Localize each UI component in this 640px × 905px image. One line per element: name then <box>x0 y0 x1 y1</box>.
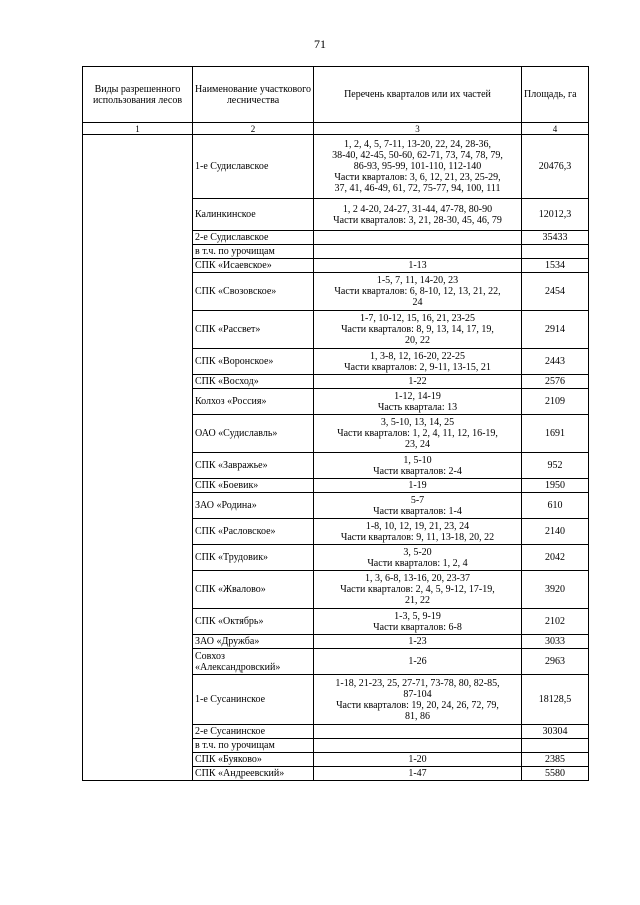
forestry-name-cell: ЗАО «Дружба» <box>193 635 314 649</box>
quarters-line: 37, 41, 46-49, 61, 72, 75-77, 94, 100, 111 <box>334 183 501 194</box>
forestry-name-cell: СПК «Октябрь» <box>193 609 314 635</box>
quarters-line: 86-93, 95-99, 101-110, 112-140 <box>353 161 482 172</box>
forestry-name-cell: СПК «Боевик» <box>193 479 314 493</box>
forestry-name-cell: СПК «Расловское» <box>193 519 314 545</box>
quarters-cell <box>314 273 522 311</box>
quarters-cell <box>314 725 522 739</box>
column-number: 3 <box>314 123 522 135</box>
quarters-cell <box>314 571 522 609</box>
quarters-cell <box>314 389 522 415</box>
quarters-line: 1-19 <box>408 480 427 491</box>
quarters-line: 87-104 <box>403 688 432 700</box>
column-number: 4 <box>522 123 589 135</box>
forestry-name-cell: 2-е Сусанинское <box>193 725 314 739</box>
use-type-cell <box>83 135 193 781</box>
quarters-cell <box>314 231 522 245</box>
quarters-line: Части кварталов: 6-8 <box>373 621 462 633</box>
quarters-cell <box>314 739 522 753</box>
quarters-line: 1, 5-10 <box>403 454 432 466</box>
quarters-line: 3, 5-10, 13, 14, 25 <box>380 417 455 428</box>
area-cell: 2443 <box>522 349 589 375</box>
forestry-name-cell: СПК «Завражье» <box>193 453 314 479</box>
forestry-name-cell: ЗАО «Родина» <box>193 493 314 519</box>
forestry-name-cell: Совхоз «Александровский» <box>193 649 314 675</box>
forestry-name-cell: СПК «Рассвет» <box>193 311 314 349</box>
quarters-line: 1-20 <box>408 754 427 765</box>
area-cell: 1691 <box>522 415 589 453</box>
quarters-cell <box>314 635 522 649</box>
quarters-line: 1-23 <box>408 636 427 647</box>
quarters-line: 1, 3, 6-8, 13-16, 20, 23-37 <box>365 573 470 584</box>
forestry-name-cell: 1-е Судиславское <box>193 135 314 199</box>
table-row <box>83 135 589 199</box>
area-cell: 2914 <box>522 311 589 349</box>
quarters-line: Части кварталов: 6, 8-10, 12, 13, 21, 22, <box>334 286 501 297</box>
quarters-line: 3, 5-20 <box>403 546 432 558</box>
quarters-cell <box>314 259 522 273</box>
quarters-cell <box>314 479 522 493</box>
quarters-line: 1-26 <box>408 656 427 667</box>
quarters-cell <box>314 135 522 199</box>
quarters-cell <box>314 609 522 635</box>
column-number-row <box>83 123 589 135</box>
forestry-name-cell: СПК «Воронское» <box>193 349 314 375</box>
quarters-line: 1-18, 21-23, 25, 27-71, 73-78, 80, 82-85, <box>335 677 500 689</box>
area-cell: 20476,3 <box>522 135 589 199</box>
quarters-cell <box>314 349 522 375</box>
quarters-cell <box>314 675 522 725</box>
area-cell: 5580 <box>522 767 589 781</box>
header-forestry-name: Наименование участкового лесничества <box>193 67 314 123</box>
forestry-name-cell: СПК «Восход» <box>193 375 314 389</box>
quarters-line: 1-13 <box>408 260 427 271</box>
quarters-line: 1-12, 14-19 <box>394 390 441 402</box>
quarters-cell <box>314 311 522 349</box>
forest-use-table <box>82 66 589 781</box>
quarters-cell <box>314 545 522 571</box>
forestry-name-cell: ОАО «Судиславль» <box>193 415 314 453</box>
quarters-line: 38-40, 42-45, 50-60, 62-71, 73, 74, 78, 79, <box>332 150 503 161</box>
area-cell: 2385 <box>522 753 589 767</box>
area-cell <box>522 245 589 259</box>
area-cell: 2454 <box>522 273 589 311</box>
area-cell: 1950 <box>522 479 589 493</box>
quarters-cell <box>314 493 522 519</box>
area-cell: 35433 <box>522 231 589 245</box>
quarters-line: Части кварталов: 1, 2, 4 <box>367 557 468 569</box>
quarters-line: Части кварталов: 3, 6, 12, 21, 23, 25-29, <box>334 172 501 183</box>
quarters-line: 1-3, 5, 9-19 <box>394 610 441 622</box>
quarters-line: 1, 2, 4, 5, 7-11, 13-20, 22, 24, 28-36, <box>343 139 492 150</box>
area-cell: 2963 <box>522 649 589 675</box>
area-cell: 952 <box>522 453 589 479</box>
area-cell: 3033 <box>522 635 589 649</box>
quarters-line: 81, 86 <box>405 710 430 722</box>
forestry-name-cell: Колхоз «Россия» <box>193 389 314 415</box>
quarters-cell <box>314 519 522 545</box>
column-number: 1 <box>83 123 193 135</box>
area-cell: 610 <box>522 493 589 519</box>
quarters-line: 23, 24 <box>405 439 430 450</box>
quarters-line: 1, 2 4-20, 24-27, 31-44, 47-78, 80-90 <box>342 203 493 215</box>
quarters-cell <box>314 753 522 767</box>
forestry-name-cell: СПК «Исаевское» <box>193 259 314 273</box>
quarters-line: Части кварталов: 1-4 <box>373 505 462 517</box>
area-cell: 2576 <box>522 375 589 389</box>
quarters-line: 1-8, 10, 12, 19, 21, 23, 24 <box>365 520 470 532</box>
quarters-line: 5-7 <box>410 494 425 506</box>
forestry-name-cell: 2-е Судиславское <box>193 231 314 245</box>
quarters-line: Части кварталов: 19, 20, 24, 26, 72, 79, <box>336 699 499 711</box>
quarters-line: Части кварталов: 1, 2, 4, 11, 12, 16-19, <box>337 428 498 439</box>
forestry-name-cell: в т.ч. по урочищам <box>193 245 314 259</box>
area-cell: 2109 <box>522 389 589 415</box>
forestry-name-cell: в т.ч. по урочищам <box>193 739 314 753</box>
quarters-line: Части кварталов: 2, 4, 5, 9-12, 17-19, <box>340 584 495 595</box>
quarters-line: 21, 22 <box>405 595 430 606</box>
area-cell: 3920 <box>522 571 589 609</box>
quarters-cell <box>314 767 522 781</box>
header-area: Площадь, га <box>522 67 589 123</box>
quarters-line: 1-22 <box>408 376 427 387</box>
quarters-line: Части кварталов: 3, 21, 28-30, 45, 46, 79 <box>333 214 502 226</box>
quarters-line: 1, 3-8, 12, 16-20, 22-25 <box>370 350 465 362</box>
area-cell: 18128,5 <box>522 675 589 725</box>
quarters-cell <box>314 415 522 453</box>
forestry-name-cell: Калинкинское <box>193 199 314 231</box>
forestry-name-cell: 1-е Сусанинское <box>193 675 314 725</box>
area-cell: 12012,3 <box>522 199 589 231</box>
forestry-name-cell: СПК «Трудовик» <box>193 545 314 571</box>
area-cell: 2102 <box>522 609 589 635</box>
quarters-line: Части кварталов: 9, 11, 13-18, 20, 22 <box>340 531 495 543</box>
quarters-line: 1-5, 7, 11, 14-20, 23 <box>376 275 459 286</box>
quarters-line: Части кварталов: 2, 9-11, 13-15, 21 <box>344 361 491 373</box>
forestry-name-cell: СПК «Андреевский» <box>193 767 314 781</box>
forestry-name-cell: СПК «Буяково» <box>193 753 314 767</box>
area-cell: 1534 <box>522 259 589 273</box>
quarters-cell <box>314 245 522 259</box>
area-cell <box>522 739 589 753</box>
quarters-line: 20, 22 <box>405 335 430 346</box>
quarters-line: 1-7, 10-12, 15, 16, 21, 23-25 <box>360 313 475 324</box>
area-cell: 2042 <box>522 545 589 571</box>
quarters-cell <box>314 375 522 389</box>
quarters-line: Часть квартала: 13 <box>377 401 458 413</box>
quarters-line: 1-47 <box>408 768 427 779</box>
forestry-name-cell: СПК «Жвалово» <box>193 571 314 609</box>
page-number: 71 <box>314 37 326 51</box>
quarters-cell <box>314 453 522 479</box>
area-cell: 2140 <box>522 519 589 545</box>
column-number: 2 <box>193 123 314 135</box>
quarters-line: 24 <box>412 297 423 308</box>
quarters-cell <box>314 649 522 675</box>
area-cell: 30304 <box>522 725 589 739</box>
quarters-line: Части кварталов: 8, 9, 13, 14, 17, 19, <box>341 324 494 335</box>
quarters-cell <box>314 199 522 231</box>
header-quarters: Перечень кварталов или их частей <box>314 67 522 123</box>
header-use-type: Виды разрешенного использования лесов <box>83 67 193 123</box>
forestry-name-cell: СПК «Свозовское» <box>193 273 314 311</box>
quarters-line: Части кварталов: 2-4 <box>373 465 462 477</box>
